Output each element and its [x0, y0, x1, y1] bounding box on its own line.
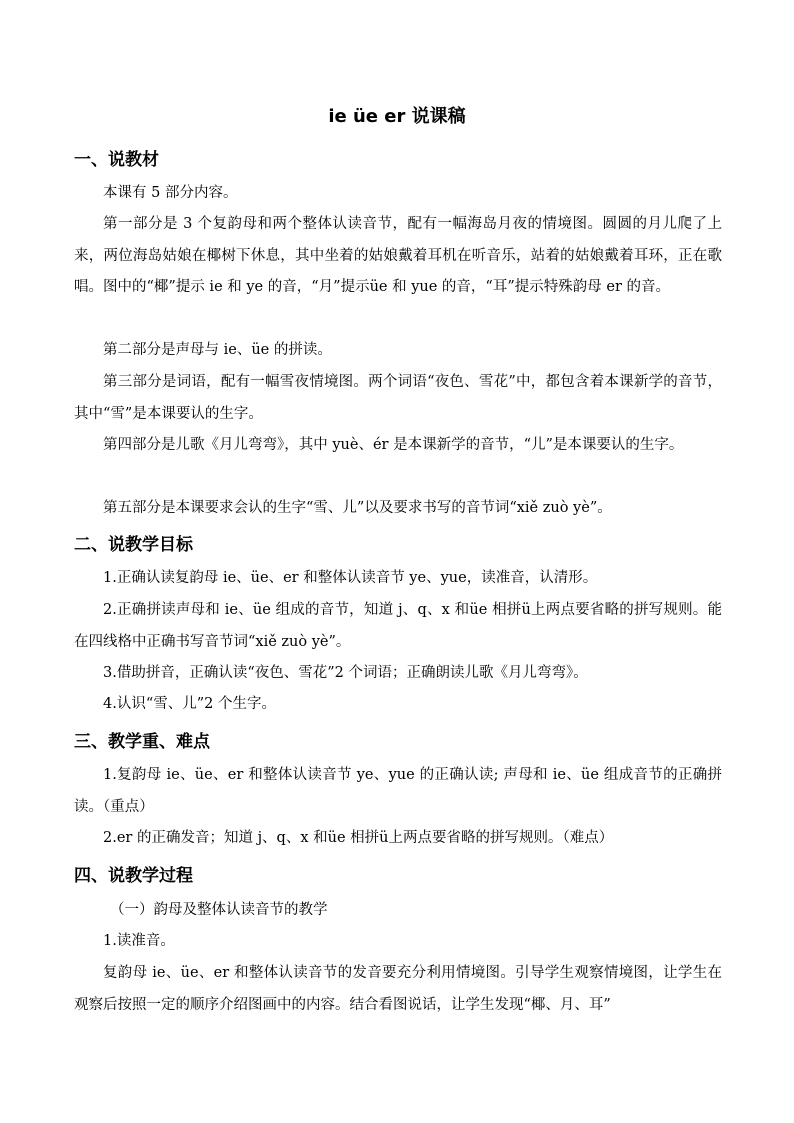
section-heading: 一、说教材: [74, 150, 159, 170]
paragraph: 1.正确认读复韵母 ie、üe、er 和整体认读音节 ye、yue，读准音，认清形。: [103, 570, 598, 586]
paragraph: 本课有 5 部分内容。: [103, 185, 238, 201]
paragraph: 3.借助拼音，正确认读“夜色、雪花”2 个词语；正确朗读儿歌《月儿弯弯》。: [103, 665, 588, 681]
paragraph: 2.正确拼读声母和 ie、üe 组成的音节，知道 j、q、x 和üe 相拼ü上两点要省略的拼写规则。能在四线格中正确书写音节词“xiě zuò yè”。: [74, 602, 722, 650]
section-heading: 三、教学重、难点: [74, 732, 210, 752]
paragraph: 第四部分是儿歌《月儿弯弯》，其中 yuè、ér 是本课新学的音节，“儿”是本课要认的生字。: [103, 437, 684, 453]
section-heading: 四、说教学过程: [74, 866, 193, 886]
paragraph: 1.读准音。: [103, 933, 175, 949]
paragraph: 1.复韵母 ie、üe、er 和整体认读音节 ye、yue 的正确认读; 声母和 ie、üe 组成音节的正确拼读。（重点）: [74, 767, 722, 815]
document-title: ie üe er 说课稿: [328, 106, 466, 127]
section-heading: 二、说教学目标: [74, 535, 193, 555]
paragraph: 2.er 的正确发音；知道 j、q、x 和üe 相拼ü上两点要省略的拼写规则。（难点）: [103, 830, 614, 846]
paragraph: 第二部分是声母与 ie、üe 的拼读。: [103, 342, 332, 358]
paragraph: 第五部分是本课要求会认的生字“雪、儿”以及要求书写的音节词“xiě zuò yè”。: [103, 500, 612, 516]
paragraph: 复韵母 ie、üe、er 和整体认读音节的发音要充分利用情境图。引导学生观察情境图，让学生在观察后按照一定的顺序介绍图画中的内容。结合看图说话，让学生发现“椰、月、耳”: [74, 965, 722, 1013]
paragraph: 第三部分是词语，配有一幅雪夜情境图。两个词语“夜色、雪花”中，都包含着本课新学的音节，其中“雪”是本课要认的生字。: [74, 374, 722, 422]
paragraph: 4.认识“雪、儿”2 个生字。: [103, 696, 276, 712]
paragraph: 第一部分是 3 个复韵母和两个整体认读音节，配有一幅海岛月夜的情境图。圆圆的月儿爬了上来，两位海岛姑娘在椰树下休息，其中坐着的姑娘戴着耳机在听音乐，站着的姑娘戴着耳环，正在歌唱。图中的“椰”提示 ie 和 ye 的音，“月”提示üe 和 yue 的音，“耳”提示特殊韵母 er 的音。: [74, 216, 722, 295]
subheading: （一）韵母及整体认读音节的教学: [110, 902, 328, 918]
